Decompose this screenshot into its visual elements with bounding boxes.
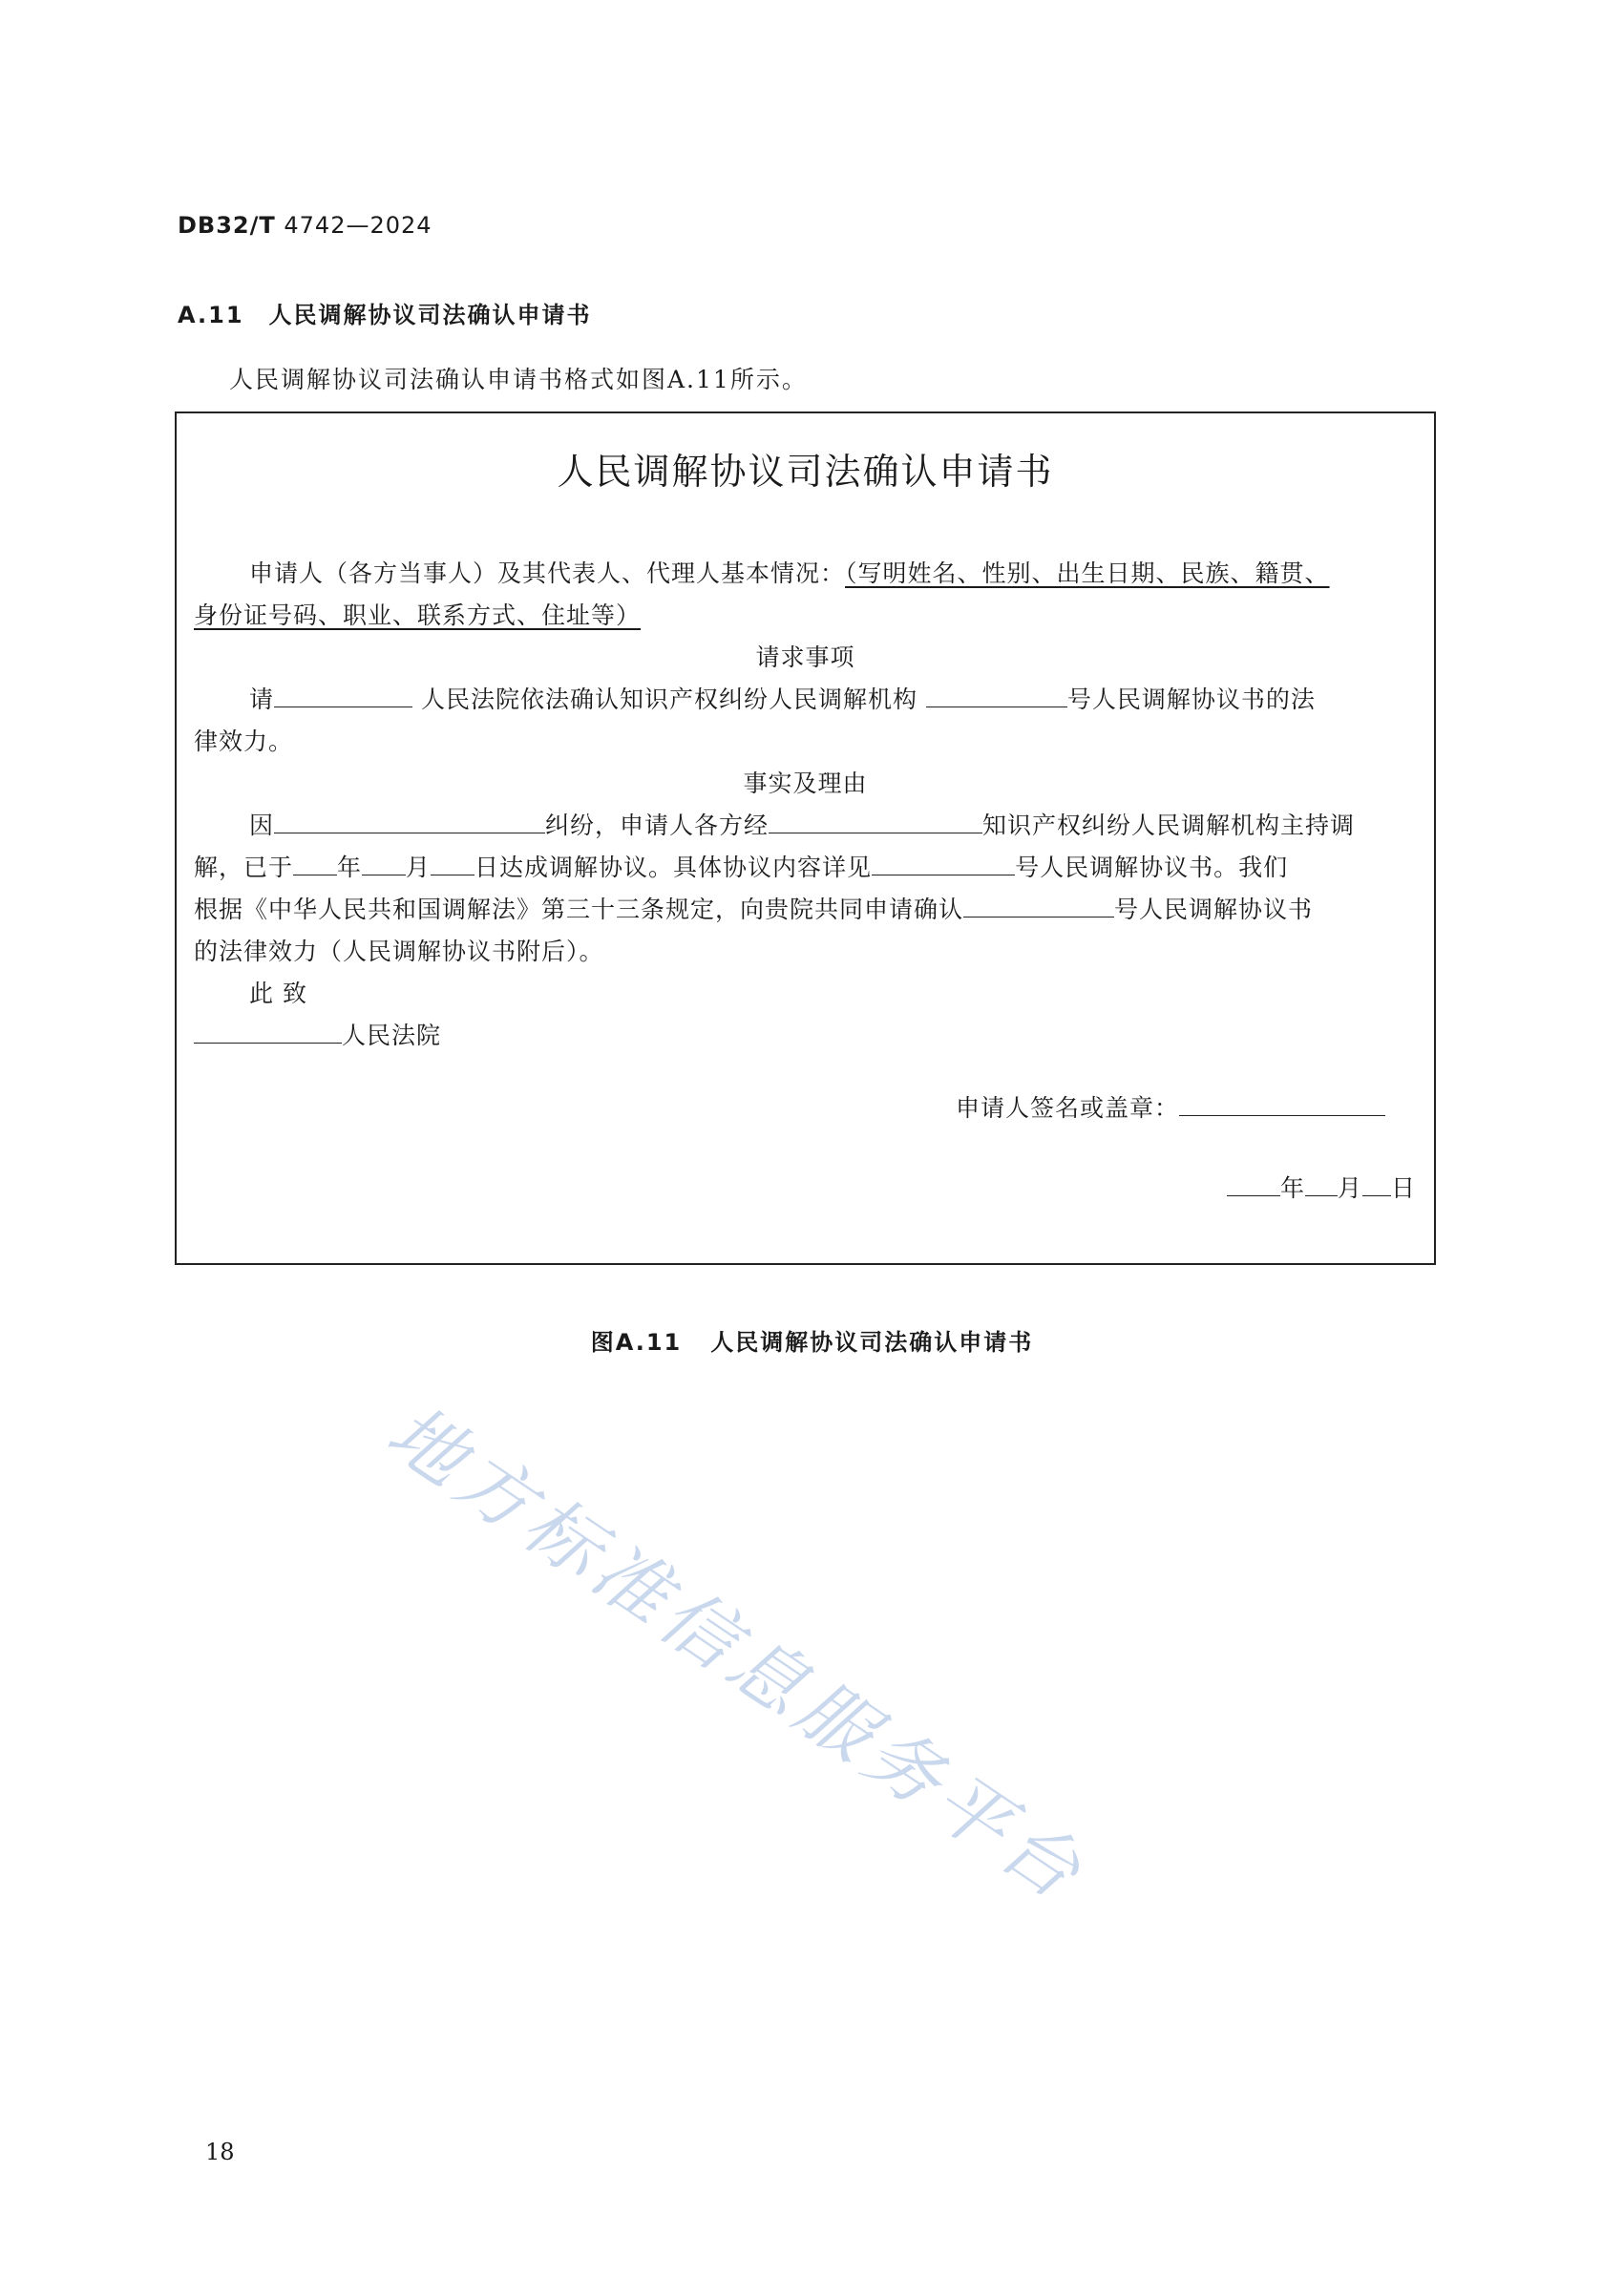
mediator-blank — [769, 810, 982, 833]
section-heading — [178, 296, 592, 329]
agreement-number-blank-2 — [872, 852, 1015, 875]
applicant-label: 申请人（各方当事人）及其代表人、代理人基本情况： — [249, 559, 846, 587]
standard-code — [178, 212, 432, 239]
date-month-blank — [1305, 1172, 1338, 1196]
dispute-blank — [274, 810, 545, 833]
applicant-line — [249, 555, 1330, 589]
agreement-number-blank-3 — [963, 894, 1114, 918]
caption-prefix: 图A.11 — [590, 1329, 683, 1356]
signature-blank — [1179, 1092, 1385, 1116]
request-line-1: 请 人民法院依法确认知识产权纠纷人民调解机构 号人民调解协议书的法 — [249, 686, 1316, 713]
intro-paragraph: 人民调解协议司法确认申请书格式如图A.11所示。 — [229, 366, 808, 393]
figure-caption — [0, 1323, 1624, 1357]
signature-line: 申请人签名或盖章： — [956, 1089, 1385, 1124]
request-line-2: 律效力。 — [194, 728, 294, 755]
facts-heading: 事实及理由 — [743, 770, 868, 797]
form-box — [175, 411, 1436, 1265]
date-year-blank — [1227, 1172, 1280, 1196]
court-name-blank — [274, 684, 412, 707]
facts-line-3: 根据《中华人民共和国调解法》第三十三条规定，向贵院共同申请确认 号人民调解协议书 — [194, 896, 1314, 923]
agreement-number-blank — [926, 684, 1067, 707]
request-heading: 请求事项 — [755, 643, 855, 671]
section-number: A.11 — [178, 302, 244, 328]
standard-code-prefix: DB32/T — [178, 212, 276, 239]
court-blank — [194, 1020, 342, 1044]
salutation: 此 致 — [249, 980, 307, 1007]
facts-line-4: 的法律效力（人民调解协议书附后）。 — [194, 938, 604, 965]
form-title: 人民调解协议司法确认申请书 — [557, 451, 1054, 493]
date-day-blank — [1362, 1172, 1391, 1196]
day-blank — [431, 852, 475, 875]
page-number: 18 — [205, 2139, 235, 2165]
section-title: 人民调解协议司法确认申请书 — [268, 302, 592, 328]
caption-title: 人民调解协议司法确认申请书 — [710, 1329, 1034, 1356]
applicant-hint-line2: 身份证号码、职业、联系方式、住址等） — [194, 601, 642, 629]
applicant-hint: （写明姓名、性别、出生日期、民族、籍贯、 — [845, 559, 1330, 587]
standard-code-number: 4742—2024 — [275, 212, 432, 239]
month-blank — [362, 852, 406, 875]
facts-line-2: 解，已于 年 月 日达成调解协议。具体协议内容详见 号人民调解协议书。我们 — [194, 854, 1289, 881]
court-line: 人民法院 — [194, 1017, 441, 1051]
facts-line-1: 因 纠纷，申请人各方经 知识产权纠纷人民调解机构主持调 — [249, 812, 1356, 839]
date-line: 年 月 日 — [1227, 1170, 1416, 1204]
watermark: 地方标准信息服务平台 — [371, 1388, 1101, 1920]
year-blank — [293, 852, 337, 875]
